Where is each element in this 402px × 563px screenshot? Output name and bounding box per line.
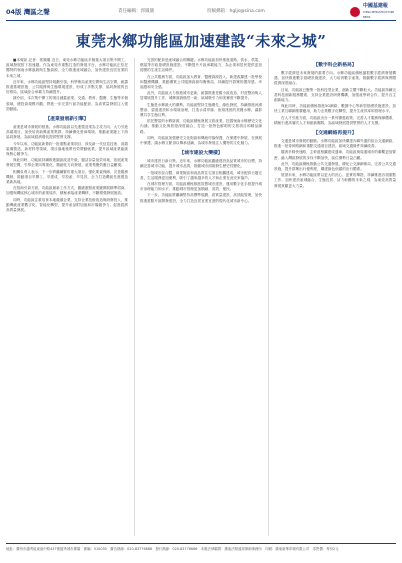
article-paragraph: 相關負責人表示，下一步將繼續緊盯重大項目，強化要素保障，完善服務機制，推動項目早開工、早建成、早投產、早見效，全力打造灣區先進製造業新高地。	[6, 169, 128, 185]
article-paragraph: 據介紹，本次集中開工的項目涵蓋產業、交通、教育、醫療、生態等多個領域，總投資規模可觀，將進一步完善片區功能配套，為高質量發展注入強勁動能。	[6, 96, 128, 111]
article-paragraph: 在公共服務方面，功能區加大教育、醫療資源投入，新建改擴建一批學校和醫療機構，推動優質公共服務資源均衡佈局，持續提升群眾的獲得感、幸福感和安全感。	[140, 74, 262, 90]
logo-name: 中國基建報	[362, 3, 388, 9]
article-paragraph: 在招商引資方面，功能區創新工作方式，圍繞重點產業鏈開展精準招商，加強與灣區核心城市的產業協作，積極承接產業轉移，不斷增強發展後勁。	[6, 186, 128, 196]
logo-text	[363, 4, 402, 21]
page-section-label: 04版 灣區之聲	[6, 8, 50, 16]
article-paragraph: ■本報訊 記者：郭鳳儀 近日，東莞水鄉功能區多個重大項目集中開工，區域發展按下加速鍵。作為東莞市重點打造的發展平台，水鄉功能區正依托獨特的嶺南水鄉風貌與生態資源，全力推進產城融合，加快建設宜居宜業的未來之城。	[6, 58, 128, 78]
article-paragraph: 在城市管理方面，功能區積極推進智慧城市建設，運用數字化手段提升城市治理能力和水平，推動城市管理更加精細、高效、便民。	[140, 182, 262, 192]
article-paragraph: 今年以來，功能區新簽約一批重點產業項目，涉及新一代信息技術、高端裝備製造、新材料等領域，項目落地後將有效帶動就業，提升區域產業能級與核心競爭力。	[6, 141, 128, 157]
article-paragraph: 在人才引進方面，功能區出台一系列優惠政策，完善人才服務保障體系，積極引進高層次人才和創新團隊，為區域發展提供堅實的人才支撐。	[274, 115, 396, 125]
article-paragraph: 數字經濟是未來發展的重要方向。水鄉功能區積極搶抓數字經濟發展機遇，加快推進數字基礎設施建設，大力培育數字產業，推動數字經濟與實體經濟深度融合。	[274, 71, 396, 86]
article-paragraph: 隨著多條快速路、主幹道相繼建成通車，功能區與周邊城市的聯繫更加緊密，融入灣區發展的步伐不斷加快，區位優勢日益凸顯。	[274, 150, 396, 160]
section-heading: 【數字科企新格局】	[313, 63, 357, 68]
article-column-3	[274, 58, 396, 536]
article-title: 東莞水鄉功能區加速建設“未來之城”	[75, 32, 327, 50]
logo-english-name: CHINA INFRASTRUCTURE NEWS	[362, 10, 395, 19]
article-paragraph: 此外，功能區大力推進城市更新，統籌推進老舊小區改造、村莊整治與人居環境提升工作，城鄉面貌煥然一新，區域吸引力和美譽度不斷提升。	[140, 91, 262, 101]
article-paragraph: 下一步，功能區將繼續堅持高標準規劃、高質量建設、高效能管理，加快推進重點片區開發建設，全力打造宜居宜業宜遊的現代化城市新中心。	[140, 193, 262, 203]
article-paragraph: 同時，功能區注重培育本地龍頭企業，支持企業技術改造與研發投入，推動傳統產業數字化、智能化轉型，提升產品附加值和市場競爭力，促進經濟高質量發展。	[6, 197, 128, 213]
logo-emblem-icon	[350, 7, 360, 17]
article-paragraph: 展望未來，水鄉功能區將以更大的決心、更實的舉措，持續推進各項重點工作，加快建設產城融合、生態宜居、活力彰顯的未來之城，為東莞高質量發展貢獻更大力量。	[274, 173, 396, 188]
article-paragraph: 一批城市綜合體、商業街區和高品質住宅項目相繼建成，城市配套日趨完善，生活服務更加便利，吸引了越來越多的人才和企業在此安家落戶。	[140, 170, 262, 180]
article-paragraph: 與此同時，功能區積極推進5G網絡、數據中心等新型基礎設施建設，加快工業互聯網推廣應用，助力企業數字化轉型，提升生產效率和管理水平。	[274, 104, 396, 114]
article-column-1	[6, 58, 128, 536]
article-paragraph: 城市建設日新月異。近年來，水鄉功能區圍繞建設高品質城市的目標，持續完善城市功能，提升城市品質，推動城市面貌發生歷史性變化。	[140, 159, 262, 169]
article-body	[6, 58, 396, 536]
submission-email: 投稿郵箱：hgljs@sina.com	[207, 9, 265, 14]
page-footer: 地址：廣州市越秀區東風中路437號越秀城市廣場 郵編：510030 廣告熱線：020-83776888 發行熱線：020-83776666 本報法律顧問：廣東法制盛邦律師事務所 印刷：廣東新華印刷有限公司 零售價：每份2元	[6, 543, 396, 552]
column-divider	[268, 58, 269, 536]
article-paragraph: 產業是城市發展的根基。水鄉功能區以先進製造業為主攻方向，大力引進高端項目，加快培育新興產業集群，持續優化營商環境，推動產業鏈上下游協同發展，為區域經濟增長提供堅實支撐。	[6, 125, 128, 140]
article-paragraph: 與此同時，功能區持續推進園區改造升級，盤活存量低效用地，拓展產業發展空間，引導企業向專業化、精細化方向發展，產業集聚效應日益顯現。	[6, 158, 128, 168]
article-paragraph: 此外，功能區積極推動公共交通發展，優化公交線網佈局，完善公共交通設施，提升群眾出行便利度，構建綠色低碳的出行體系。	[274, 161, 396, 172]
article-paragraph: 完善的配套是產城融合的關鍵。水鄉功能區加快推進道路、供水、供電、燃氣等市政基礎設施建設，不斷提升片區承載能力，為企業和居民提供更加便捷的生產生活條件。	[140, 58, 262, 73]
article-paragraph: 生態是水鄉最大的優勢。功能區堅持生態優先、綠色發展，持續推進河湧整治、碧道建設和水環境治理，打造水清岸綠、魚翔淺底的美麗水鄉，讓群眾共享生態紅利。	[140, 102, 262, 118]
newspaper-logo	[350, 4, 402, 21]
article-paragraph: 依托豐富的水鄉資源，功能區積極發展文旅產業，挖掘嶺南水鄉歷史文化內涵，推動文化與旅遊深度融合，打造一批特色鮮明的文旅項目和精品線路。	[140, 119, 262, 134]
article-paragraph: 交通是城市發展的動脈。水鄉功能區加快構建內聯外通的綜合交通網絡，推進一批骨幹路網和重點交通項目建設，區域交通條件持續改善。	[274, 139, 396, 149]
header-rule	[6, 20, 396, 21]
page-header	[0, 0, 402, 22]
section-heading: 【城市建設大變樣】	[179, 151, 223, 157]
editor-credit: 責任編輯：郭鳳儀	[118, 9, 154, 14]
section-heading: 【產業發展新引擎】	[45, 117, 89, 123]
article-paragraph: 目前，功能區已聚集一批科技型企業，創新主體不斷壯大。功能區持續完善科技創新服務體系，支持企業建設研發機構，加強產學研合作，提升自主創新能力。	[274, 87, 396, 103]
article-paragraph: 同時，功能區加強歷史文化街區和傳統村落保護，在保護中發展、在發展中保護，讓水鄉文脈得以傳承延續，為城市發展注入獨特的文化魅力。	[140, 135, 262, 146]
section-heading: 【交通網絡再提升】	[313, 131, 357, 137]
column-divider	[134, 58, 135, 536]
article-column-2	[140, 58, 262, 536]
article-paragraph: 近年來，水鄉功能區堅持規劃引領，科學佈局產業空間與生活空間，統籌推進基礎設施、公共服務與生態環境建設，形成了多點支撐、協同發展的良好格局，區域綜合承載力持續提升。	[6, 79, 128, 95]
